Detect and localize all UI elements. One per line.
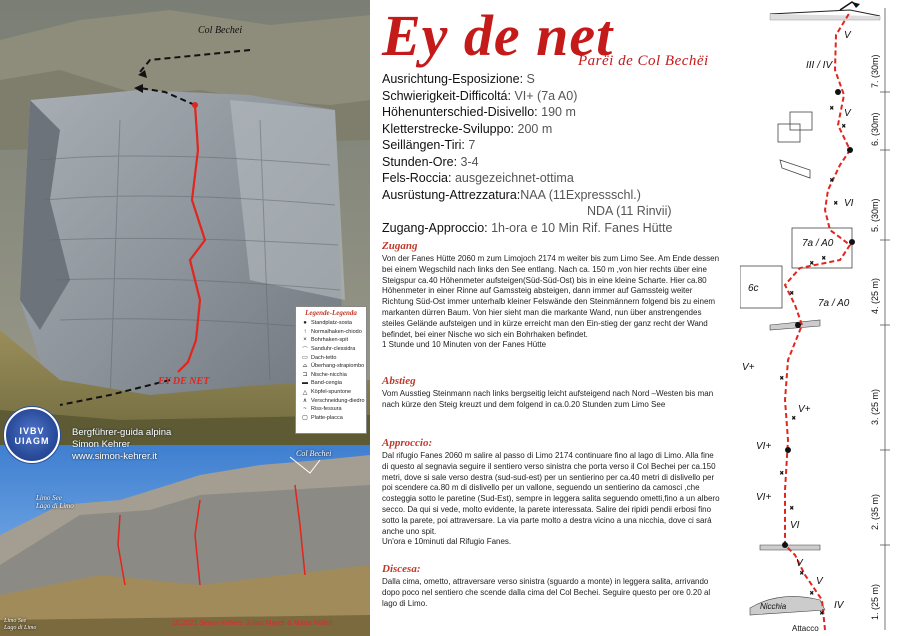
legend-item: ~ Riss-fessura — [299, 405, 363, 414]
grade-label: V — [796, 558, 803, 569]
svg-text:×: × — [790, 506, 794, 512]
grade-label: V+ — [742, 362, 755, 373]
grade-label: 7a / A0 — [818, 298, 850, 309]
legend-item: ∧ Verschneidung-diedro — [299, 396, 363, 405]
svg-text:×: × — [780, 376, 784, 382]
route-name-label: EY DE NET — [158, 376, 210, 387]
route-facts — [382, 71, 737, 236]
overview-photo — [0, 445, 370, 636]
guide-logo — [4, 407, 60, 463]
niche-icon: ⊐ — [302, 372, 308, 379]
credits: 10.2021 Simon Kehrer, Julian Mayer & Marta Willeit — [172, 620, 333, 627]
belay-icon: ● — [303, 320, 307, 327]
legend-item: ● Standplatz-sosta — [299, 319, 363, 328]
discesa-text: Dalla cima, ometto, attraversare verso sinistra (sguardo a monte) in leggera salita, arrivando dopo poco nel sentiero che scende dalla cima del Col Bechei. Seguire questo per ore 0.20 al lago di Limo. — [382, 577, 711, 608]
fact-length: Kletterstrecke-Sviluppo: 200 m — [382, 121, 553, 136]
crack-icon: ~ — [303, 406, 307, 413]
slab-icon: ▢ — [302, 415, 308, 422]
grade-label: IV — [834, 600, 844, 611]
grade-label: V — [816, 576, 823, 587]
svg-text:×: × — [822, 256, 826, 262]
svg-text:×: × — [790, 291, 794, 297]
grade-label: V+ — [798, 404, 811, 415]
legend-item: × Bohrhaken-spit — [299, 336, 363, 345]
fact-exposure: Ausrichtung-Esposizione: S — [382, 72, 535, 86]
legend-item: ▬ Band-cengia — [299, 379, 363, 388]
legend-item: △ Köpfel-spuntone — [299, 388, 363, 397]
fact-rock: Fels-Roccia: ausgezeichnet-ottima — [382, 171, 574, 185]
grade-label: 6c — [748, 283, 759, 294]
grade-label: III / IV — [806, 60, 833, 71]
legend-item: ⌓ Überhang-strapiombo — [299, 362, 363, 371]
fact-pitches: Seillängen-Tiri: 7 — [382, 138, 476, 152]
fact-gear: Ausrüstung-Attrezzatura:NAA (11Expressschl.) — [382, 187, 641, 202]
svg-text:×: × — [810, 591, 814, 597]
guide-info — [72, 427, 171, 463]
legend-item: ▭ Dach-tetto — [299, 353, 363, 362]
fact-height: Höhenunterschied-Disivello: 190 m — [382, 105, 576, 119]
legend-item: ↑ Normalhaken-chiodo — [299, 328, 363, 337]
grade-label: VI — [844, 198, 854, 209]
route-topo — [740, 0, 900, 636]
grade-label: VI+ — [756, 441, 772, 452]
svg-text:×: × — [834, 201, 838, 207]
piton-icon: ↑ — [303, 328, 307, 335]
pitch-label: 5. (30m) — [870, 198, 880, 232]
grade-label: VI+ — [756, 492, 772, 503]
approccio-text: Dal rifugio Fanes 2060 m salire al passo di Limo 2174 continuare fino al lago di Limo. Alla fine di questo al segnavia seguire il sentiero verso sinistra che porta verso il Col Bechei per ca.150 metri, dove si sale verso destra (sud-sud-est) per un sentierino per ca.40 metri di dislivello per poi scendere ca.80 m di dislivello per un vallone, seguendo un sentierino da camosci ,che costeggia sotto le paretine (Sud-Est), sempre in leggera salita seguendo ometti,fino a un albero secco. Da qui si vede, molto evidente, la parete interessata. Salire dei ripidi pendii erbosi fino sotto la parete, poi attraversare. La via parte molto a destra vicino a una nicchia, dove ci sará anche uno spit. Un'ora e 10minuti dal Rifugio Fanes. — [382, 451, 720, 547]
fact-gear-it: NDA (11 Rinvii) — [587, 204, 672, 218]
bolt-icon: × — [303, 337, 307, 344]
page-title: Ey de net — [382, 3, 614, 68]
col-bechei-bottom-label: Col Bechei — [296, 449, 332, 458]
discesa-heading: Discesa: — [382, 563, 421, 575]
fact-approach: Zugang-Approccio: 1h-ora e 10 Min Rif. Fanes Hütte — [382, 220, 673, 235]
overhang-icon: ⌓ — [302, 362, 308, 369]
grade-label: VI — [790, 520, 800, 531]
guide-logo-text: IVBV UIAGM — [14, 426, 50, 446]
fact-hours: Stunden-Ore: 3-4 — [382, 154, 479, 169]
pitch-label: 4. (25 m) — [870, 277, 880, 314]
svg-text:×: × — [842, 124, 846, 130]
svg-text:×: × — [810, 261, 814, 267]
col-bechei-label: Col Bechei — [198, 25, 243, 36]
topo-drawing — [740, 0, 900, 636]
dihedral-icon: ∧ — [302, 398, 308, 405]
guide-name: Simon Kehrer — [72, 439, 131, 450]
niche-label: Nicchia — [760, 602, 787, 611]
svg-text:×: × — [800, 571, 804, 577]
abstieg-text: Vom Ausstieg Steinmann nach links bergseitig leicht aufsteigend nach Nord –Westen bis man nach kürze den Steig kreuzt und dem folgend in ca.0.20 Stunden zum Limo See — [382, 389, 714, 409]
start-label: Attacco — [792, 624, 819, 633]
grade-label: V — [844, 30, 851, 41]
pitch-label: 3. (25 m) — [870, 388, 880, 425]
legend-item: ⊐ Nische-nicchia — [299, 371, 363, 380]
grade-label: V — [844, 108, 851, 119]
svg-text:×: × — [780, 471, 784, 477]
lake-label: Limo See Lago di Limo — [36, 494, 74, 510]
pitch-label: 6. (30m) — [870, 112, 880, 146]
photo-panel — [0, 0, 370, 636]
guide-title: Bergführer-guida alpina — [72, 427, 172, 438]
legend-item: ⌒ Sanduhr-clessidra — [299, 345, 363, 354]
zugang-text: Von der Fanes Hütte 2060 m zum Limojoch 2174 m weiter bis zum Limo See. Am Ende dessen bei einem Wegschild nach links den See entlang. Nach ca. 150 m ,von hier rechts über eine Steigspur ca.40 Höhenmeter aufsteigen(Süd-Süd-Ost) bis in eine kleine Scharte. Hier ca.80 Höhenmeter in einer Rinne auf Gamssteig absteigen, dann immer auf Gamssteig weiter Richtung Süd-Ost immer unterhalb kleiner Felswände den Steinmännern folgend bis zu einem markanten dürren Baum. Von hier sieht man die markante Wand, nun über anstrengendes steiles Gelände aufsteigen und in kürze erreicht man den Ein-stieg der ganz recht der Wand befindet, bei einer Nische wo sich ein Bohrhaken befindet. 1 Stunde und 10 Minuten von der Fanes Hütte — [382, 254, 720, 350]
pitch-label: 7. (30m) — [870, 54, 880, 88]
roof-icon: ▭ — [302, 355, 308, 362]
abstieg-heading: Abstieg — [382, 375, 416, 387]
grade-label: 7a / A0 — [802, 238, 834, 249]
page-subtitle: Parëi de Col Bechëi — [578, 53, 709, 69]
approccio-heading: Approccio: — [382, 437, 433, 449]
svg-text:×: × — [820, 611, 824, 617]
pitch-label: 1. (25 m) — [870, 583, 880, 620]
pitch-label: 2. (35 m) — [870, 493, 880, 530]
guide-website-link[interactable]: www.simon-kehrer.it — [72, 451, 157, 462]
hourglass-icon: ⌒ — [301, 347, 308, 354]
legend-item: ▢ Platte-placca — [299, 414, 363, 423]
legend — [295, 306, 367, 434]
ledge-icon: ▬ — [302, 380, 308, 387]
zugang-heading: Zugang — [382, 240, 418, 252]
svg-text:×: × — [830, 106, 834, 112]
legend-title: Legende-Legenda — [305, 309, 357, 317]
svg-text:×: × — [792, 416, 796, 422]
lake-label-bottom: Limo See Lago di Limo — [4, 618, 37, 631]
svg-text:×: × — [830, 178, 834, 184]
spike-icon: △ — [302, 389, 308, 396]
fact-difficulty: Schwierigkeit-Difficoltá: VI+ (7a A0) — [382, 88, 578, 103]
